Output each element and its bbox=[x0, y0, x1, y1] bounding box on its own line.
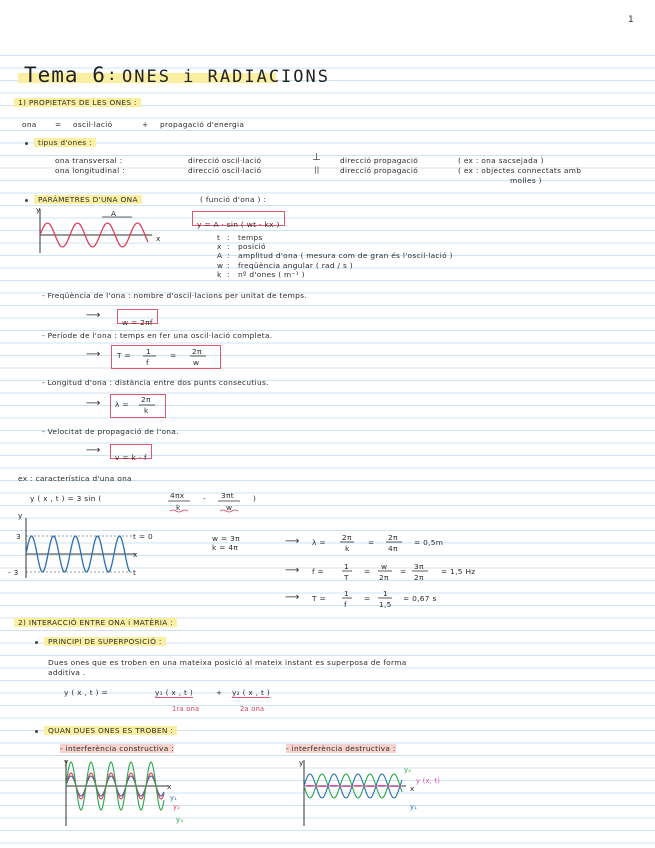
arrow-icon: ⟶ bbox=[285, 536, 300, 547]
longitudinal-example-cont: molles ) bbox=[510, 176, 542, 185]
period-calc: T = bbox=[312, 594, 326, 603]
section-1-heading: 1) PROPIETATS DE LES ONES : bbox=[14, 98, 141, 107]
tipus-heading: tipus d'ones : bbox=[34, 138, 96, 147]
transversal-label: ona transversal : bbox=[55, 156, 123, 165]
freq-equals: = bbox=[364, 567, 371, 576]
period-den-1: f bbox=[146, 358, 149, 367]
definition-plus: + bbox=[142, 120, 149, 129]
legend-colon: : bbox=[227, 269, 230, 279]
bullet bbox=[25, 142, 28, 145]
freq-den-1: T bbox=[344, 573, 349, 582]
example-den-1: k bbox=[176, 503, 181, 512]
superposition-heading: PRINCIPI DE SUPERPOSICIÓ : bbox=[44, 637, 166, 646]
destructive-y1-label: y₁ bbox=[410, 803, 418, 811]
freq-equals-2: = bbox=[400, 567, 407, 576]
superposition-text-1: Dues ones que es troben en una mateixa posició al mateix instant es superposa de forma bbox=[48, 658, 407, 667]
period-calc-den-1: f bbox=[344, 600, 347, 609]
lambda-den-2: 4π bbox=[388, 544, 398, 553]
destructive-y2-label: y₂ bbox=[404, 766, 412, 774]
definition-ona: ona bbox=[22, 120, 37, 129]
definition-equals: = bbox=[55, 120, 62, 129]
example-equation-lhs: y ( x , t ) = 3 sin ( bbox=[30, 494, 102, 503]
parallel-icon: || bbox=[314, 165, 320, 174]
example-minus: - bbox=[203, 494, 206, 503]
superposition-eq-lhs: y ( x , t ) = bbox=[64, 688, 108, 697]
section-2-heading: 2) INTERACCIÓ ENTRE ONA i MATÈRIA : bbox=[14, 618, 177, 627]
example-w-value: w = 3π bbox=[212, 534, 240, 543]
wavelength-num: 2π bbox=[141, 395, 151, 404]
definition-oscillacio: oscil·lació bbox=[73, 120, 113, 129]
constructive-y-label: y bbox=[64, 757, 69, 766]
period-T: T = bbox=[117, 351, 131, 360]
velocity-equation-box bbox=[110, 444, 152, 462]
graph1-x-label: x bbox=[156, 234, 161, 243]
wave-graph-2 bbox=[14, 512, 144, 582]
period-calc-den-2: 1,5 bbox=[379, 600, 392, 609]
constructive-graph bbox=[56, 756, 196, 830]
arrow-icon: ⟶ bbox=[285, 592, 300, 603]
period-calc-equals: = bbox=[364, 594, 371, 603]
frequency-calc: f = bbox=[312, 567, 325, 576]
example-num-1: 4πx bbox=[170, 491, 185, 500]
legend-description: nº d'ones ( m⁻¹ ) bbox=[238, 269, 305, 279]
legend-symbol: t bbox=[217, 233, 221, 242]
longitudinal-propagation: direcció propagació bbox=[340, 166, 419, 175]
funcio-ona-label: ( funció d'ona ) : bbox=[200, 195, 267, 204]
constructive-y1-label: y₁ bbox=[170, 794, 178, 802]
freq-den-2: 2π bbox=[379, 573, 389, 582]
period-num-2: 2π bbox=[192, 347, 202, 356]
wave-equation: y = A · sin ( wt - kx ) bbox=[197, 220, 280, 229]
constructive-y3-label: y₃ bbox=[176, 816, 184, 824]
destructive-y-label: y bbox=[299, 758, 304, 767]
frequency-equation-box bbox=[117, 309, 158, 327]
example-k-value: k = 4π bbox=[212, 543, 239, 552]
freq-den-3: 2π bbox=[414, 573, 424, 582]
graph2-x-label: x bbox=[133, 550, 138, 559]
lambda-result: = 0,5m bbox=[414, 538, 444, 547]
longitudinal-direction: direcció oscil·lació bbox=[188, 166, 262, 175]
when-waves-meet-heading: QUAN DUES ONES ES TROBEN : bbox=[44, 726, 177, 735]
second-wave-label: 2a ona bbox=[240, 705, 265, 713]
frequency-result: = 1,5 Hz bbox=[441, 567, 476, 576]
legend-colon: : bbox=[227, 260, 230, 270]
graph2-t-label: t bbox=[133, 568, 137, 577]
constructive-y2-label: y₂ bbox=[173, 803, 181, 811]
wave-graph-1 bbox=[32, 205, 162, 260]
definition-propagacio: propagació d'energia bbox=[160, 120, 245, 129]
arrow-icon: ⟶ bbox=[86, 310, 101, 321]
legend-colon: : bbox=[227, 233, 230, 242]
example-fraction-bars bbox=[166, 500, 246, 512]
period-calc-num-2: 1 bbox=[383, 589, 389, 598]
wave-equation-box bbox=[192, 211, 285, 229]
lambda-num-2: 2π bbox=[388, 533, 398, 542]
destructive-x-label: x bbox=[410, 784, 415, 793]
transversal-propagation: direcció propagació bbox=[340, 156, 419, 165]
wavelength-definition: - Longitud d'ona : distància entre dos punts consecutius. bbox=[42, 378, 269, 387]
legend-symbol: x bbox=[217, 242, 222, 252]
period-fraction-bars bbox=[140, 355, 220, 359]
longitudinal-example: ( ex : objectes connectats amb bbox=[458, 166, 582, 175]
graph2-amplitude-pos: 3 bbox=[16, 532, 22, 541]
period-den-2: w bbox=[193, 358, 200, 367]
velocity-equation: v = k · f bbox=[115, 453, 147, 462]
frequency-definition: - Freqüència de l'ona : nombre d'oscil·lacions per unitat de temps. bbox=[42, 291, 307, 300]
period-equals: = bbox=[170, 351, 177, 360]
perpendicular-icon: ⊥ bbox=[312, 152, 322, 163]
legend-description: freqüència angular ( rad / s ) bbox=[238, 260, 353, 270]
freq-num-1: 1 bbox=[344, 562, 350, 571]
transversal-example: ( ex : ona sacsejada ) bbox=[458, 156, 544, 165]
wavelength-lambda: λ = bbox=[115, 400, 129, 409]
frequency-equation: w = 2πf bbox=[122, 318, 153, 327]
bullet bbox=[25, 199, 28, 202]
legend-description: temps bbox=[238, 233, 263, 242]
legend-colon: : bbox=[227, 251, 230, 261]
lambda-den-1: k bbox=[345, 544, 350, 553]
superposition-plus: + bbox=[216, 688, 223, 697]
destructive-interference-label: - interferència destructiva : bbox=[286, 744, 396, 753]
arrow-icon: ⟶ bbox=[285, 565, 300, 576]
period-calc-result: = 0,67 s bbox=[403, 594, 437, 603]
lambda-calc: λ = bbox=[312, 538, 326, 547]
constructive-interference-label: - interferència constructiva : bbox=[60, 744, 174, 753]
bullet bbox=[35, 730, 38, 733]
example-label: ex : característica d'una ona bbox=[18, 474, 132, 483]
superposition-y1: y₁ ( x , t ) bbox=[155, 688, 194, 697]
graph2-amplitude-neg: - 3 bbox=[8, 568, 19, 577]
legend-description: amplitud d'ona ( mesura com de gran és l'oscil·lació ) bbox=[238, 251, 453, 261]
example-den-2: w bbox=[226, 503, 233, 512]
lambda-num-1: 2π bbox=[342, 533, 352, 542]
period-calc-num-1: 1 bbox=[344, 589, 350, 598]
velocity-definition: - Velocitat de propagació de l'ona. bbox=[42, 427, 179, 436]
freq-num-2: w bbox=[381, 562, 388, 571]
first-wave-label: 1ra ona bbox=[172, 705, 200, 713]
arrow-icon: ⟶ bbox=[86, 349, 101, 360]
period-num-1: 1 bbox=[146, 347, 152, 356]
lambda-equals: = bbox=[368, 538, 375, 547]
wavelength-fraction-bar bbox=[138, 404, 158, 408]
legend-symbol: w bbox=[217, 260, 224, 270]
bullet bbox=[35, 641, 38, 644]
legend-colon: : bbox=[227, 242, 230, 252]
title-separator: : bbox=[107, 65, 118, 84]
page-number: 1 bbox=[628, 15, 635, 25]
freq-num-3: 3π bbox=[414, 562, 424, 571]
period-definition: - Període de l'ona : temps en fer una oscil·lació completa. bbox=[42, 331, 273, 340]
legend-description: posició bbox=[238, 242, 266, 252]
superposition-text-2: additiva . bbox=[48, 668, 86, 677]
page-title: Tema 6 bbox=[24, 63, 106, 87]
longitudinal-label: ona longitudinal : bbox=[55, 166, 125, 175]
legend-symbol: A bbox=[217, 251, 223, 261]
arrow-icon: ⟶ bbox=[86, 398, 101, 409]
arrow-icon: ⟶ bbox=[86, 445, 101, 456]
graph1-y-label: y bbox=[36, 205, 41, 214]
example-num-2: 3πt bbox=[221, 491, 234, 500]
constructive-x-label: x bbox=[167, 782, 172, 791]
wavelength-den: k bbox=[144, 406, 149, 415]
parametres-heading: PARÀMETRES D'UNA ONA bbox=[34, 195, 142, 204]
graph1-amplitude-label: A bbox=[111, 209, 117, 218]
graph2-y-label: y bbox=[18, 511, 23, 520]
legend-symbol: k bbox=[217, 269, 222, 279]
graph2-t0-label: t = 0 bbox=[133, 532, 153, 541]
transversal-direction: direcció oscil·lació bbox=[188, 156, 262, 165]
example-calc-fraction-bars bbox=[338, 541, 438, 603]
superposition-y2: y₂ ( x , t ) bbox=[232, 688, 271, 697]
page-subtitle: ONES i RADIACIONS bbox=[122, 67, 330, 87]
example-close-paren: ) bbox=[253, 494, 257, 503]
destructive-yxt-label: y (x, t) bbox=[416, 777, 441, 785]
top-margin bbox=[0, 0, 655, 48]
